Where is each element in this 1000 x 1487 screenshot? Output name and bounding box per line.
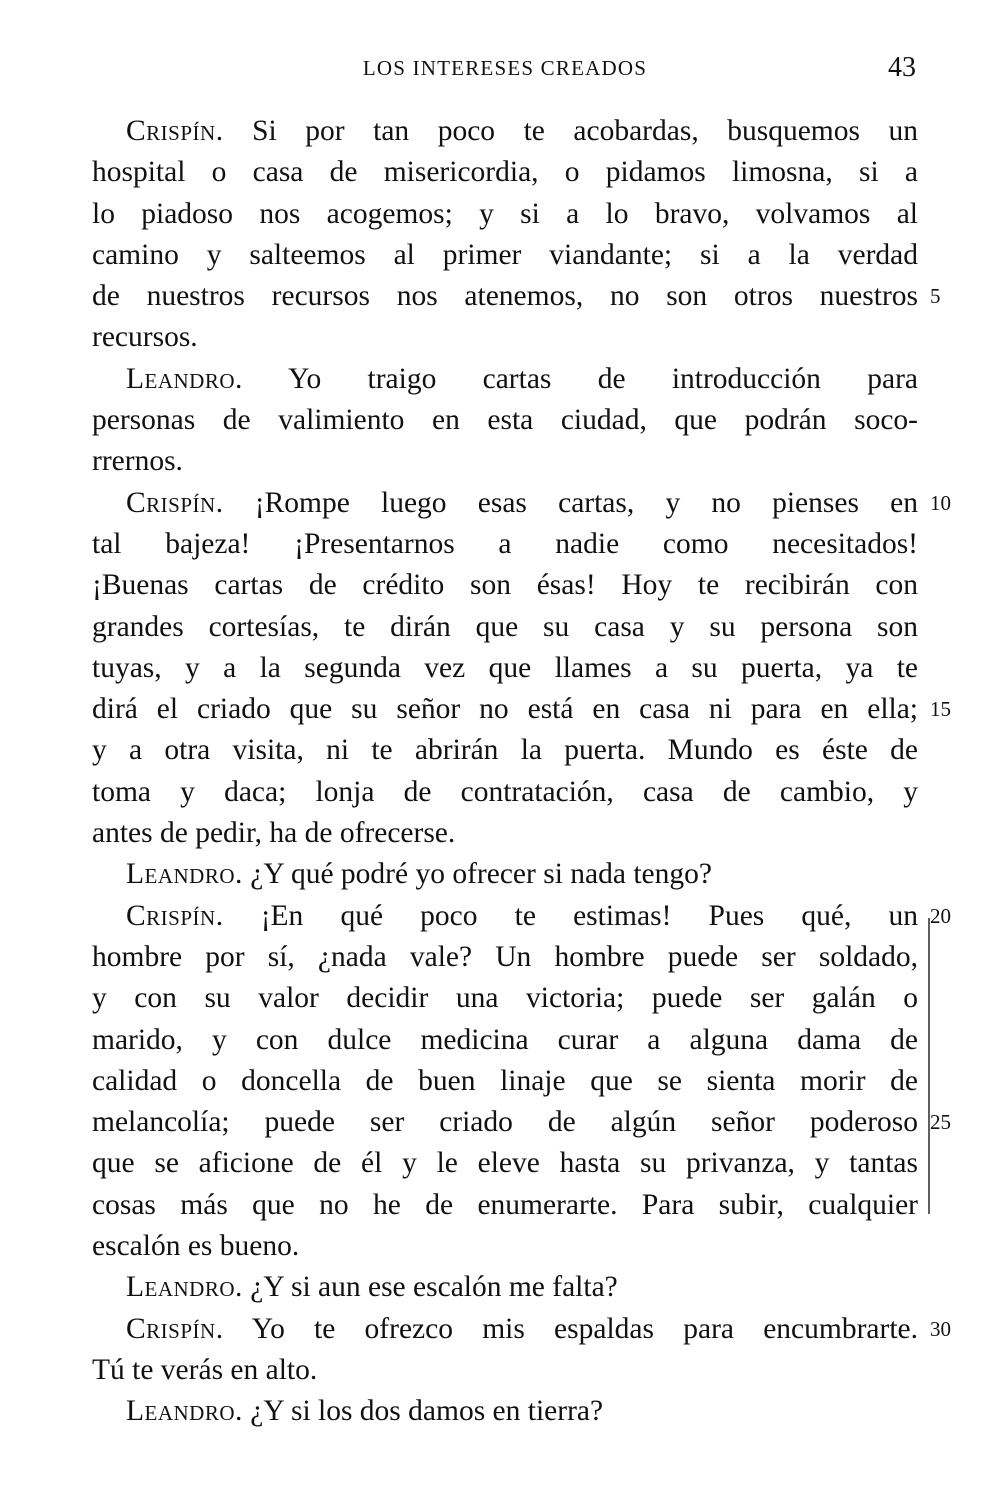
text-line [92,276,941,317]
line-text: calidad o doncella de buen linaje que se sienta morir de [92,1064,918,1097]
line-text: Yo te ofrezco mis espaldas para encumbrarte. [251,1312,918,1345]
text-line [92,1061,918,1102]
line-text: rrernos. [92,445,183,478]
running-head [92,52,918,88]
speaker-name: Leandro. [126,858,243,891]
text-line [92,152,918,193]
speech-start-line [92,854,918,895]
text-line [92,1185,918,1226]
line-number: 25 [930,1110,951,1135]
play-text [92,111,951,1433]
text-line [92,1143,918,1184]
text-line [92,565,918,606]
line-text: ¿Y si los dos damos en tierra? [250,1395,604,1428]
speech-start-line [92,111,918,152]
speaker-name: Crispín. [126,115,224,147]
line-text: antes de pedir, ha de ofrecerse. [92,817,456,850]
speaker-name: Crispín. [126,899,224,932]
line-text: y con su valor decidir una victoria; puede ser galán o [92,982,918,1015]
speaker-name: Leandro. [126,1271,243,1304]
speech-start-line [92,1309,951,1350]
margin-pencil-mark [928,918,930,1214]
line-text: hombre por sí, ¿nada vale? Un hombre puede ser soldado, [92,940,918,973]
line-text: hospital o casa de misericordia, o pidamos limosna, si a [92,156,918,189]
line-text: Yo traigo cartas de introducción para [288,362,918,395]
line-text: que se aficione de él y le eleve hasta su privanza, y tantas [92,1147,918,1180]
page-number: 43 [888,52,916,83]
text-line [92,524,918,565]
text-line [92,1226,918,1267]
text-line [92,317,918,358]
text-line [92,772,918,813]
text-line [92,689,951,730]
line-text: escalón es bueno. [92,1230,300,1263]
speech-start-line [92,896,951,937]
line-number: 5 [930,284,941,309]
speech-start-line [92,1267,918,1308]
line-text: melancolía; puede ser criado de algún señor poderoso [92,1106,918,1139]
line-text: Si por tan poco te acobardas, busquemos un [252,115,919,147]
text-line [92,813,918,854]
line-text: personas de valimiento en esta ciudad, que podrán soco- [92,404,918,437]
speaker-name: Leandro. [126,1395,243,1428]
text-line [92,235,918,276]
text-line [92,937,918,978]
line-text: Tú te verás en alto. [92,1353,318,1386]
text-line [92,1350,918,1391]
line-text: marido, y con dulce medicina curar a alguna dama de [92,1023,918,1056]
line-number: 30 [930,1316,951,1341]
text-line [92,978,918,1019]
line-number: 15 [930,697,951,722]
line-text: camino y salteemos al primer viandante; si a la verdad [92,238,918,271]
line-text: ¿Y qué podré yo ofrecer si nada tengo? [250,858,712,891]
line-text: ¡En qué poco te estimas! Pues qué, un [260,899,919,932]
line-text: tuyas, y a la segunda vez que llames a su puerta, ya te [92,651,918,684]
line-text: dirá el criado que su señor no está en casa ni para en ella; [92,693,918,726]
line-text: ¿Y si aun ese escalón me falta? [250,1271,618,1304]
text-line [92,441,918,482]
line-text: tal bajeza! ¡Presentarnos a nadie como necesitados! [92,527,918,560]
speech-start-line [92,1391,918,1432]
speaker-name: Leandro. [126,362,243,395]
line-text: toma y daca; lonja de contratación, casa de cambio, y [92,775,918,808]
line-text: de nuestros recursos nos atenemos, no son otros nuestros [92,280,918,313]
line-text: grandes cortesías, te dirán que su casa y su persona son [92,610,918,643]
text-line [92,1020,918,1061]
speaker-name: Crispín. [126,486,224,519]
line-text: lo piadoso nos acogemos; y si a lo bravo, volvamos al [92,197,918,230]
text-line [92,607,918,648]
line-text: cosas más que no he de enumerarte. Para subir, cualquier [92,1188,918,1221]
line-number: 10 [930,490,951,515]
line-text: ¡Buenas cartas de crédito son ésas! Hoy te recibirán con [92,569,918,602]
speech-start-line [92,483,951,524]
text-line [92,1102,951,1143]
line-text: y a otra visita, ni te abrirán la puerta. Mundo es éste de [92,734,918,767]
running-title: LOS INTERESES CREADOS [362,56,648,80]
line-text: recursos. [92,321,198,354]
text-line [92,194,918,235]
text-line [92,730,918,771]
text-line [92,648,918,689]
text-line [92,400,918,441]
line-number: 20 [930,903,951,928]
line-text: ¡Rompe luego esas cartas, y no pienses en [254,486,918,519]
speaker-name: Crispín. [126,1312,224,1345]
speech-start-line [92,359,918,400]
